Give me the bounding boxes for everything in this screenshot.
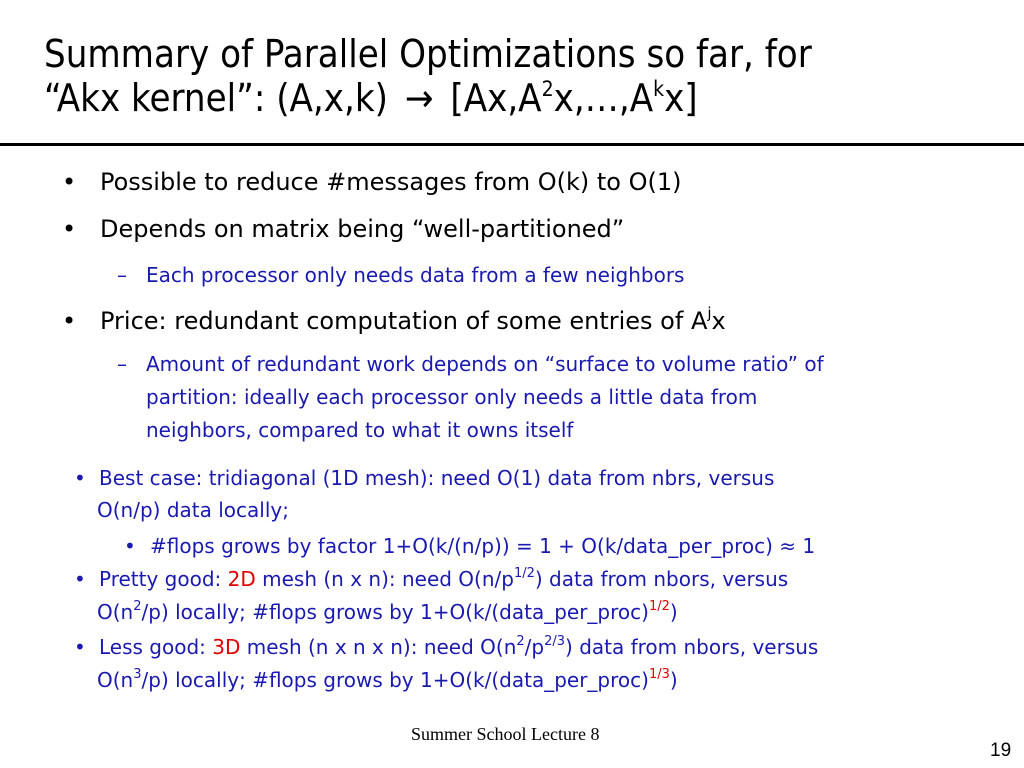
text: mesh (n x n x n): need O(n <box>240 635 517 659</box>
superscript: j <box>707 304 712 322</box>
right-arrow-icon: → <box>404 76 434 120</box>
text: ) data from nbors, versus <box>565 635 819 659</box>
title-divider <box>0 143 1024 146</box>
text: Price: redundant computation of some entries of A <box>100 307 708 335</box>
case-less-good-line-2 <box>97 664 678 696</box>
sub-bullet-redundant-line-2: partition: ideally each processor only needs a little data from <box>146 385 758 409</box>
text: ) data from nbors, versus <box>534 567 789 591</box>
text: /p) locally; #flops grows by 1+O(k/(data_per_proc) <box>141 668 649 692</box>
case-pretty-good-line-1 <box>99 563 788 595</box>
title-text: x,…,A <box>553 76 654 120</box>
page-number: 19 <box>990 740 1012 761</box>
bullet-icon: • <box>62 215 77 243</box>
title-text: “Akx kernel”: (A,x,k) <box>44 76 399 120</box>
case-best-line-1: Best case: tridiagonal (1D mesh): need O(1) data from nbrs, versus <box>99 466 775 490</box>
dash-icon: – <box>117 263 127 287</box>
bullet-icon: • <box>74 567 86 591</box>
highlight-3d: 3D <box>212 635 241 659</box>
title-superscript: 2 <box>541 77 554 101</box>
title-line-1: Summary of Parallel Optimizations so far, for <box>44 32 812 76</box>
sub-bullet-redundant-line-1: Amount of redundant work depends on “surface to volume ratio” of <box>146 352 824 376</box>
bullet-well-partitioned: Depends on matrix being “well-partitioned” <box>100 215 625 243</box>
text: mesh (n x n): need O(n/p <box>255 567 514 591</box>
text: /p) locally; #flops grows by 1+O(k/(data_per_proc) <box>141 600 649 624</box>
title-line-2 <box>44 76 1004 120</box>
text: ) <box>669 668 678 692</box>
superscript: 2 <box>516 634 525 649</box>
text: ) <box>669 600 678 624</box>
bullet-icon: • <box>124 534 136 558</box>
bullet-price <box>100 305 726 337</box>
bullet-icon: • <box>62 168 77 196</box>
title-superscript: k <box>653 77 665 101</box>
text: Pretty good: <box>99 567 228 591</box>
text: /p <box>524 635 545 659</box>
text: O(n <box>97 668 134 692</box>
superscript: 2/3 <box>544 634 566 649</box>
superscript-red: 1/2 <box>648 599 670 614</box>
text: O(n <box>97 600 134 624</box>
superscript-red: 1/3 <box>648 667 670 682</box>
superscript: 1/2 <box>513 566 535 581</box>
title-text: [Ax,A <box>439 76 542 120</box>
case-best-line-2: O(n/p) data locally; <box>97 498 289 522</box>
sub-bullet-redundant-line-3: neighbors, compared to what it owns itself <box>146 418 574 442</box>
case-less-good-line-1 <box>99 631 818 663</box>
sub-bullet-neighbors: Each processor only needs data from a few neighbors <box>146 263 685 287</box>
bullet-icon: • <box>74 635 86 659</box>
bullet-icon: • <box>62 307 77 335</box>
case-pretty-good-line-2 <box>97 596 678 628</box>
slide-title <box>44 32 1004 120</box>
bullet-reduce-messages: Possible to reduce #messages from O(k) to O(1) <box>100 168 682 196</box>
bullet-icon: • <box>74 466 86 490</box>
superscript: 2 <box>133 599 142 614</box>
superscript: 3 <box>133 667 142 682</box>
dash-icon: – <box>117 352 127 376</box>
title-text: x] <box>664 76 698 120</box>
text: Less good: <box>99 635 213 659</box>
text: x <box>711 307 726 335</box>
slide-footer: Summer School Lecture 8 <box>411 724 600 744</box>
highlight-2d: 2D <box>227 567 256 591</box>
case-best-flops: #flops grows by factor 1+O(k/(n/p)) = 1 + O(k/data_per_proc) ≈ 1 <box>150 534 816 558</box>
